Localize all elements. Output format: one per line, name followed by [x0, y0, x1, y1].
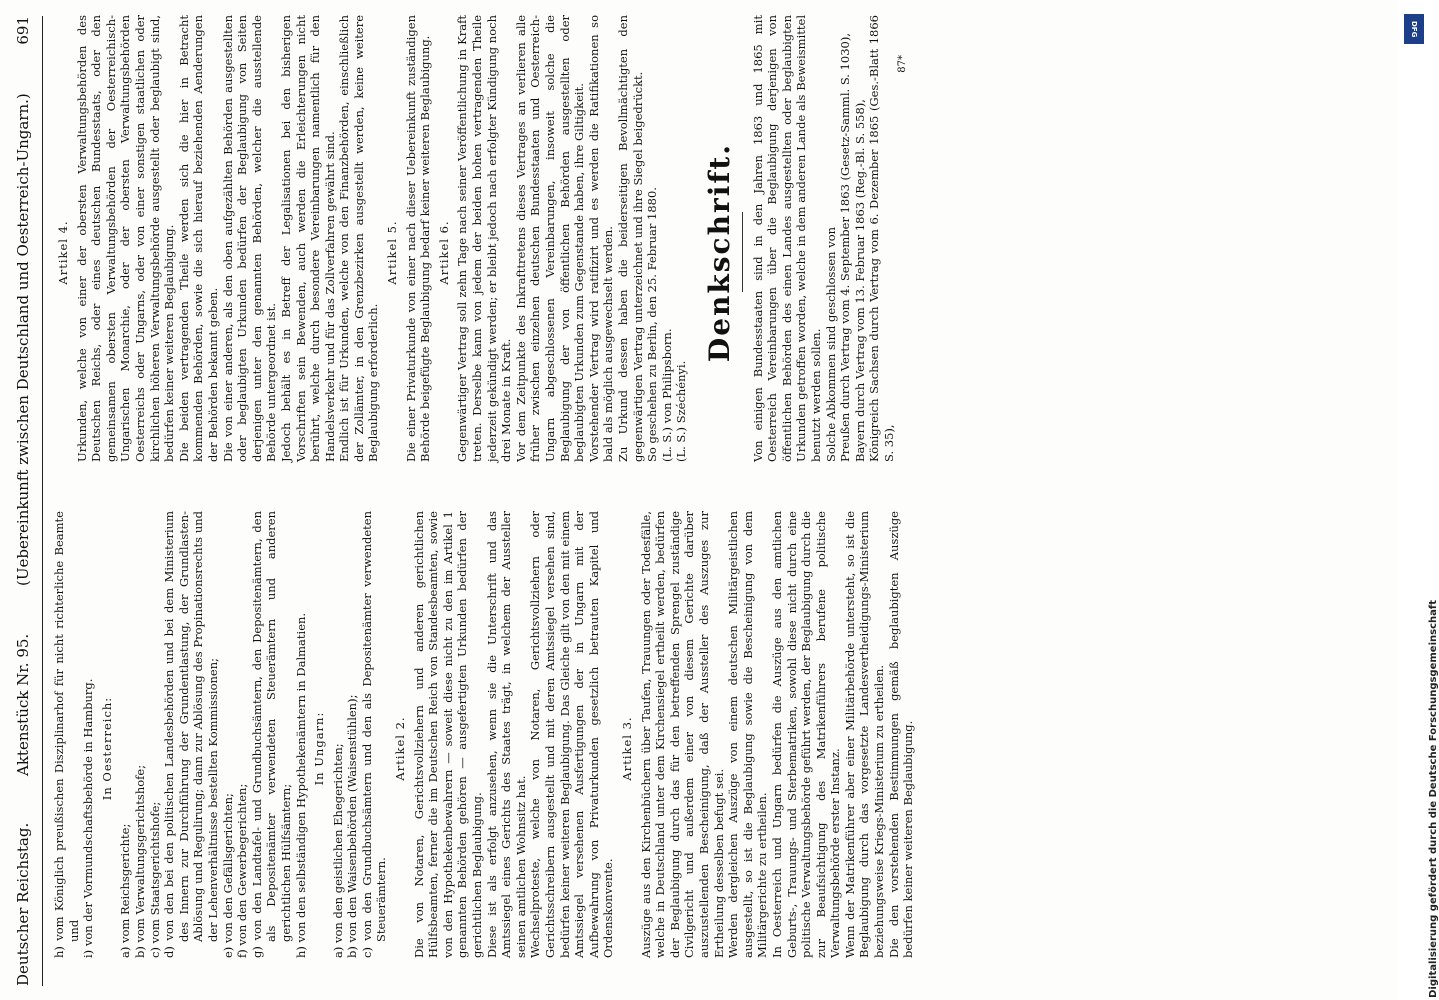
signing-date: So geschehen zu Berlin, den 25. Februar 1880.: [645, 187, 660, 462]
list-item: Königreich Sachsen durch Vertrag vom 6. Dezember 1865 (Ges.-Blatt 1866 S. 35),: [867, 15, 896, 462]
signature-mark: 87*: [897, 55, 909, 73]
paragraph: Jedoch behält es in Betreff der Legalisationen bei den bisherigen Vorschriften sein Bewenden, auch werden die Erleichterungen nicht berührt, welche durch besondere Vereinbarungen namentlich für den Handelsverkehr und für das Zollverfahren gewährt sind.: [278, 15, 337, 462]
section-heading: In Oesterreich:: [99, 696, 114, 801]
left-column: [52, 511, 916, 986]
paragraph: Werden dergleichen Auszüge von einem deutschen Militärgeistlichen ausgestellt, so ist die Beglaubigung sowie die Bescheinigung von dem Militärgerichte zu ertheilen.: [726, 511, 770, 958]
running-header: [14, 16, 40, 986]
list-item: c) vom Staatsgerichtshofe;: [147, 801, 162, 958]
list-item: a) von den geistlichen Ehegerichten;: [330, 743, 345, 958]
paragraph: Auszüge aus den Kirchenbüchern über Taufen, Trauungen oder Todesfälle, welche in Deutschland unter dem Kirchensiegel ertheilt werden, bedürfen der Beglaubigung durch das für den betreffenden Sprengel zuständige Civilgericht und außerdem einer von diesem Gerichte darüber auszustellenden Bescheinigung, daß der Aussteller des Auszuges zur Ertheilung desselben befugt sei.: [638, 511, 726, 958]
list-item: Preußen durch Vertrag vom 4. September 1863 (Gesetz-Samml. S. 1030),: [838, 32, 853, 462]
paragraph: Wenn der Matrikenführer aber einer Militärbehörde untersteht, so ist die Beglaubigung durch das vorgesetzte Landesvertheidigungs-Ministerium beziehungsweise Kriegs-Ministerium zu ertheilen.: [842, 511, 887, 958]
list-item: d) von den bei den politischen Landesbehörden und bei dem Ministerium des Innern zur Durchführung der Grundentlastung, der Grundlasten-Ablösung und Regulirung; dann zur Ablösung des Propinationsrechts und der Lehenverhältnisse bestellten Kommissionen;: [162, 511, 220, 958]
paragraph: Endlich ist für Urkunden, welche von den Finanzbehörden, einschließlich der Zollämter, in den Grenzbezirken ausgestellt werden, keine weitere Beglaubigung erforderlich.: [337, 15, 381, 462]
article-heading: Artikel 5.: [385, 220, 400, 285]
header-publication: Deutscher Reichstag.: [14, 822, 32, 986]
paragraph: Gegenwärtiger Vertrag soll zehn Tage nach seiner Veröffentlichung in Kraft treten. Derselbe kann von jedem der beiden hohen vertragenden Theile jederzeit gekündigt werden; er bleibt jedoch nach erfolgter Kündigung noch drei Monate in Kraft.: [455, 15, 514, 462]
paragraph: Die von Notaren, Gerichtsvollziehern und anderen gerichtlichen Hülfsbeamten, ferner die im Deutschen Reich von Standesbeamten, sowie von den Hypothekenbewahrern — soweit diese nicht zu den im Artikel 1 genannten Behörden gehören — ausgefertigten Urkunden bedürfen der gerichtlichen Beglaubigung.: [411, 511, 485, 958]
signature-szechenyi: (L. S.) Széchényi.: [674, 360, 689, 462]
list-item: c) von den Grundbuchsämtern und den als Depositenämter verwendeten Steuerämtern.: [359, 511, 389, 958]
list-item: h) von den selbständigen Hypothekenämtern in Dalmatien.: [293, 612, 308, 958]
digitization-credit: Digitalisierung gefördert durch die Deutsche Forschungsgemeinschaft: [1428, 600, 1439, 998]
page-number: 691: [14, 16, 32, 45]
list-item: Bayern durch Vertrag vom 13. Februar 1863 (Reg.-Bl. S. 558),: [852, 99, 867, 462]
paragraph: Die einer Privaturkunde von einer nach dieser Uebereinkunft zuständigen Behörde beigefügte Beglaubigung bedarf keiner weiteren Beglaubigung.: [403, 15, 433, 462]
paragraph: Zu Urkund dessen haben die beiderseitigen Bevollmächtigten den gegenwärtigen Vertrag unterzeichnet und ihre Siegel beigedrückt.: [615, 15, 645, 462]
paragraph: In Oesterreich und Ungarn bedürfen die Auszüge aus den amtlichen Geburts-, Trauungs- und Sterbematriken, sowohl diese nicht durch eine politische Verwaltungsbehörde geführt werden, der Beglaubigung durch die zur Beaufsichtigung des Matrikenführers berufene politische Verwaltungsbehörde erster Instanz.: [769, 511, 843, 958]
paragraph: Vor dem Zeitpunkte des Inkrafttretens dieses Vertrages an verlieren alle früher zwischen einzelnen deutschen Bundesstaaten und Oesterreich-Ungarn abgeschlossenen Vereinbarungen, insoweit solche die Beglaubigung der von öffentlichen Behörden ausgestellten oder beglaubigten Urkunden zum Gegenstande haben, ihre Giltigkeit.: [513, 15, 587, 462]
article-heading: Artikel 4.: [56, 220, 70, 285]
header-document-number: Aktenstück Nr. 95.: [14, 633, 32, 776]
paragraph: Die beiden vertragenden Theile werden sich die hier in Betracht kommenden Behörden, sowie die sich hierauf beziehenden Aenderungen der Behörden bekannt geben.: [176, 15, 220, 462]
paragraph: Urkunden, welche von einer der obersten Verwaltungsbehörden des Deutschen Reichs, oder eines deutschen Bundesstaats, oder den gemeinsamen obersten Verwaltungsbehörden der Oesterreichisch-Ungarischen Monarchie, oder der obersten Verwaltungsbehörden Oesterreichs oder Ungarns, oder von einer sonstigen staatlichen oder kirchlichen höheren Verwaltungsbehörde ausgestellt oder beglaubigt sind, bedürfen keiner weiteren Beglaubigung.: [74, 15, 177, 462]
list-item: g) von den Landtafel- und Grundbuchsämtern, den Depositenämtern, den als Depositenämter verwendeten Steuerämtern und anderen gerichtlichen Hülfsämtern;: [249, 511, 293, 958]
article-heading: Artikel 2.: [393, 716, 408, 781]
list-item: h) vom Königlich preußischen Disziplinarhof für nicht richterliche Beamte und: [52, 511, 81, 958]
paragraph: Vorstehender Vertrag wird ratifizirt und es werden die Ratifikationen so bald als möglich ausgewechselt werden.: [586, 15, 616, 462]
section-heading: In Ungarn:: [312, 711, 327, 786]
paragraph: Die von einer anderen, als den oben aufgezählten Behörden ausgestellten oder beglaubigten Urkunden bedürfen der Beglaubigung von Seiten derjenigen unter den genannten Behörden, welcher die ausstellende Behörde untergeordnet ist.: [220, 15, 279, 462]
list-item: e) von den Gefällsgerichten;: [220, 793, 235, 958]
paragraph: Wechselproteste, welche von Notaren, Gerichtsvollziehern oder Gerichtsschreibern ausgestellt und mit deren Amtssiegel versehen sind, bedürfen keiner weiteren Beglaubigung. Das Gleiche gilt von den mit einem Amtssiegel versehenen Ausfertigungen der in Ungarn mit der Aufbewahrung von Privaturkunden gesetzlich betrauten Kapitel und Ordenskonvente.: [528, 511, 616, 958]
denkschrift-title: Denkschrift.: [702, 142, 736, 363]
article-heading: Artikel 6.: [436, 220, 451, 285]
list-item: f) von den Gewerbegerichten;: [235, 783, 250, 958]
dfg-logo: DFG: [1404, 14, 1424, 44]
header-rule: [42, 16, 43, 986]
list-item: i) von der Vormundschaftsbehörde in Hamburg.: [81, 678, 96, 958]
article-heading: Artikel 3.: [619, 716, 634, 781]
paragraph: Diese ist als erfolgt anzusehen, wenn sie die Unterschrift und das Amtssiegel eines Gerichts des Staates trägt, in welchem der Aussteller seinen amtlichen Wohnsitz hat.: [484, 511, 528, 958]
paragraph: Solche Abkommen sind geschlossen von: [823, 226, 838, 462]
signature-philipsborn: (L. S.) von Philipsborn.: [659, 328, 674, 462]
list-item: b) vom Verwaltungsgerichtshofe;: [132, 764, 147, 958]
header-title: (Uebereinkunft zwischen Deutschland und Oesterreich-Ungarn.): [14, 93, 32, 586]
list-item: a) vom Reichsgerichte;: [118, 823, 133, 958]
list-item: b) von den Waisenbehörden (Waisenstühlen);: [345, 694, 360, 958]
section-divider: [742, 213, 743, 293]
paragraph: Die den vorstehenden Bestimmungen gemäß beglaubigten Auszüge bedürfen keiner weiteren Beglaubigung.: [886, 511, 916, 958]
right-column: [52, 15, 911, 490]
digitization-sidebar: [1398, 0, 1439, 1000]
paragraph: Von einigen Bundesstaaten sind in den Jahren 1863 und 1865 mit Oesterreich Vereinbarungen über die Beglaubigung derjenigen von öffentlichen Behörden des einen Landes ausgestellten oder beglaubigten Urkunden getroffen worden, welche in dem anderen Lande als Beweismittel benutzt werden sollen.: [750, 15, 823, 462]
